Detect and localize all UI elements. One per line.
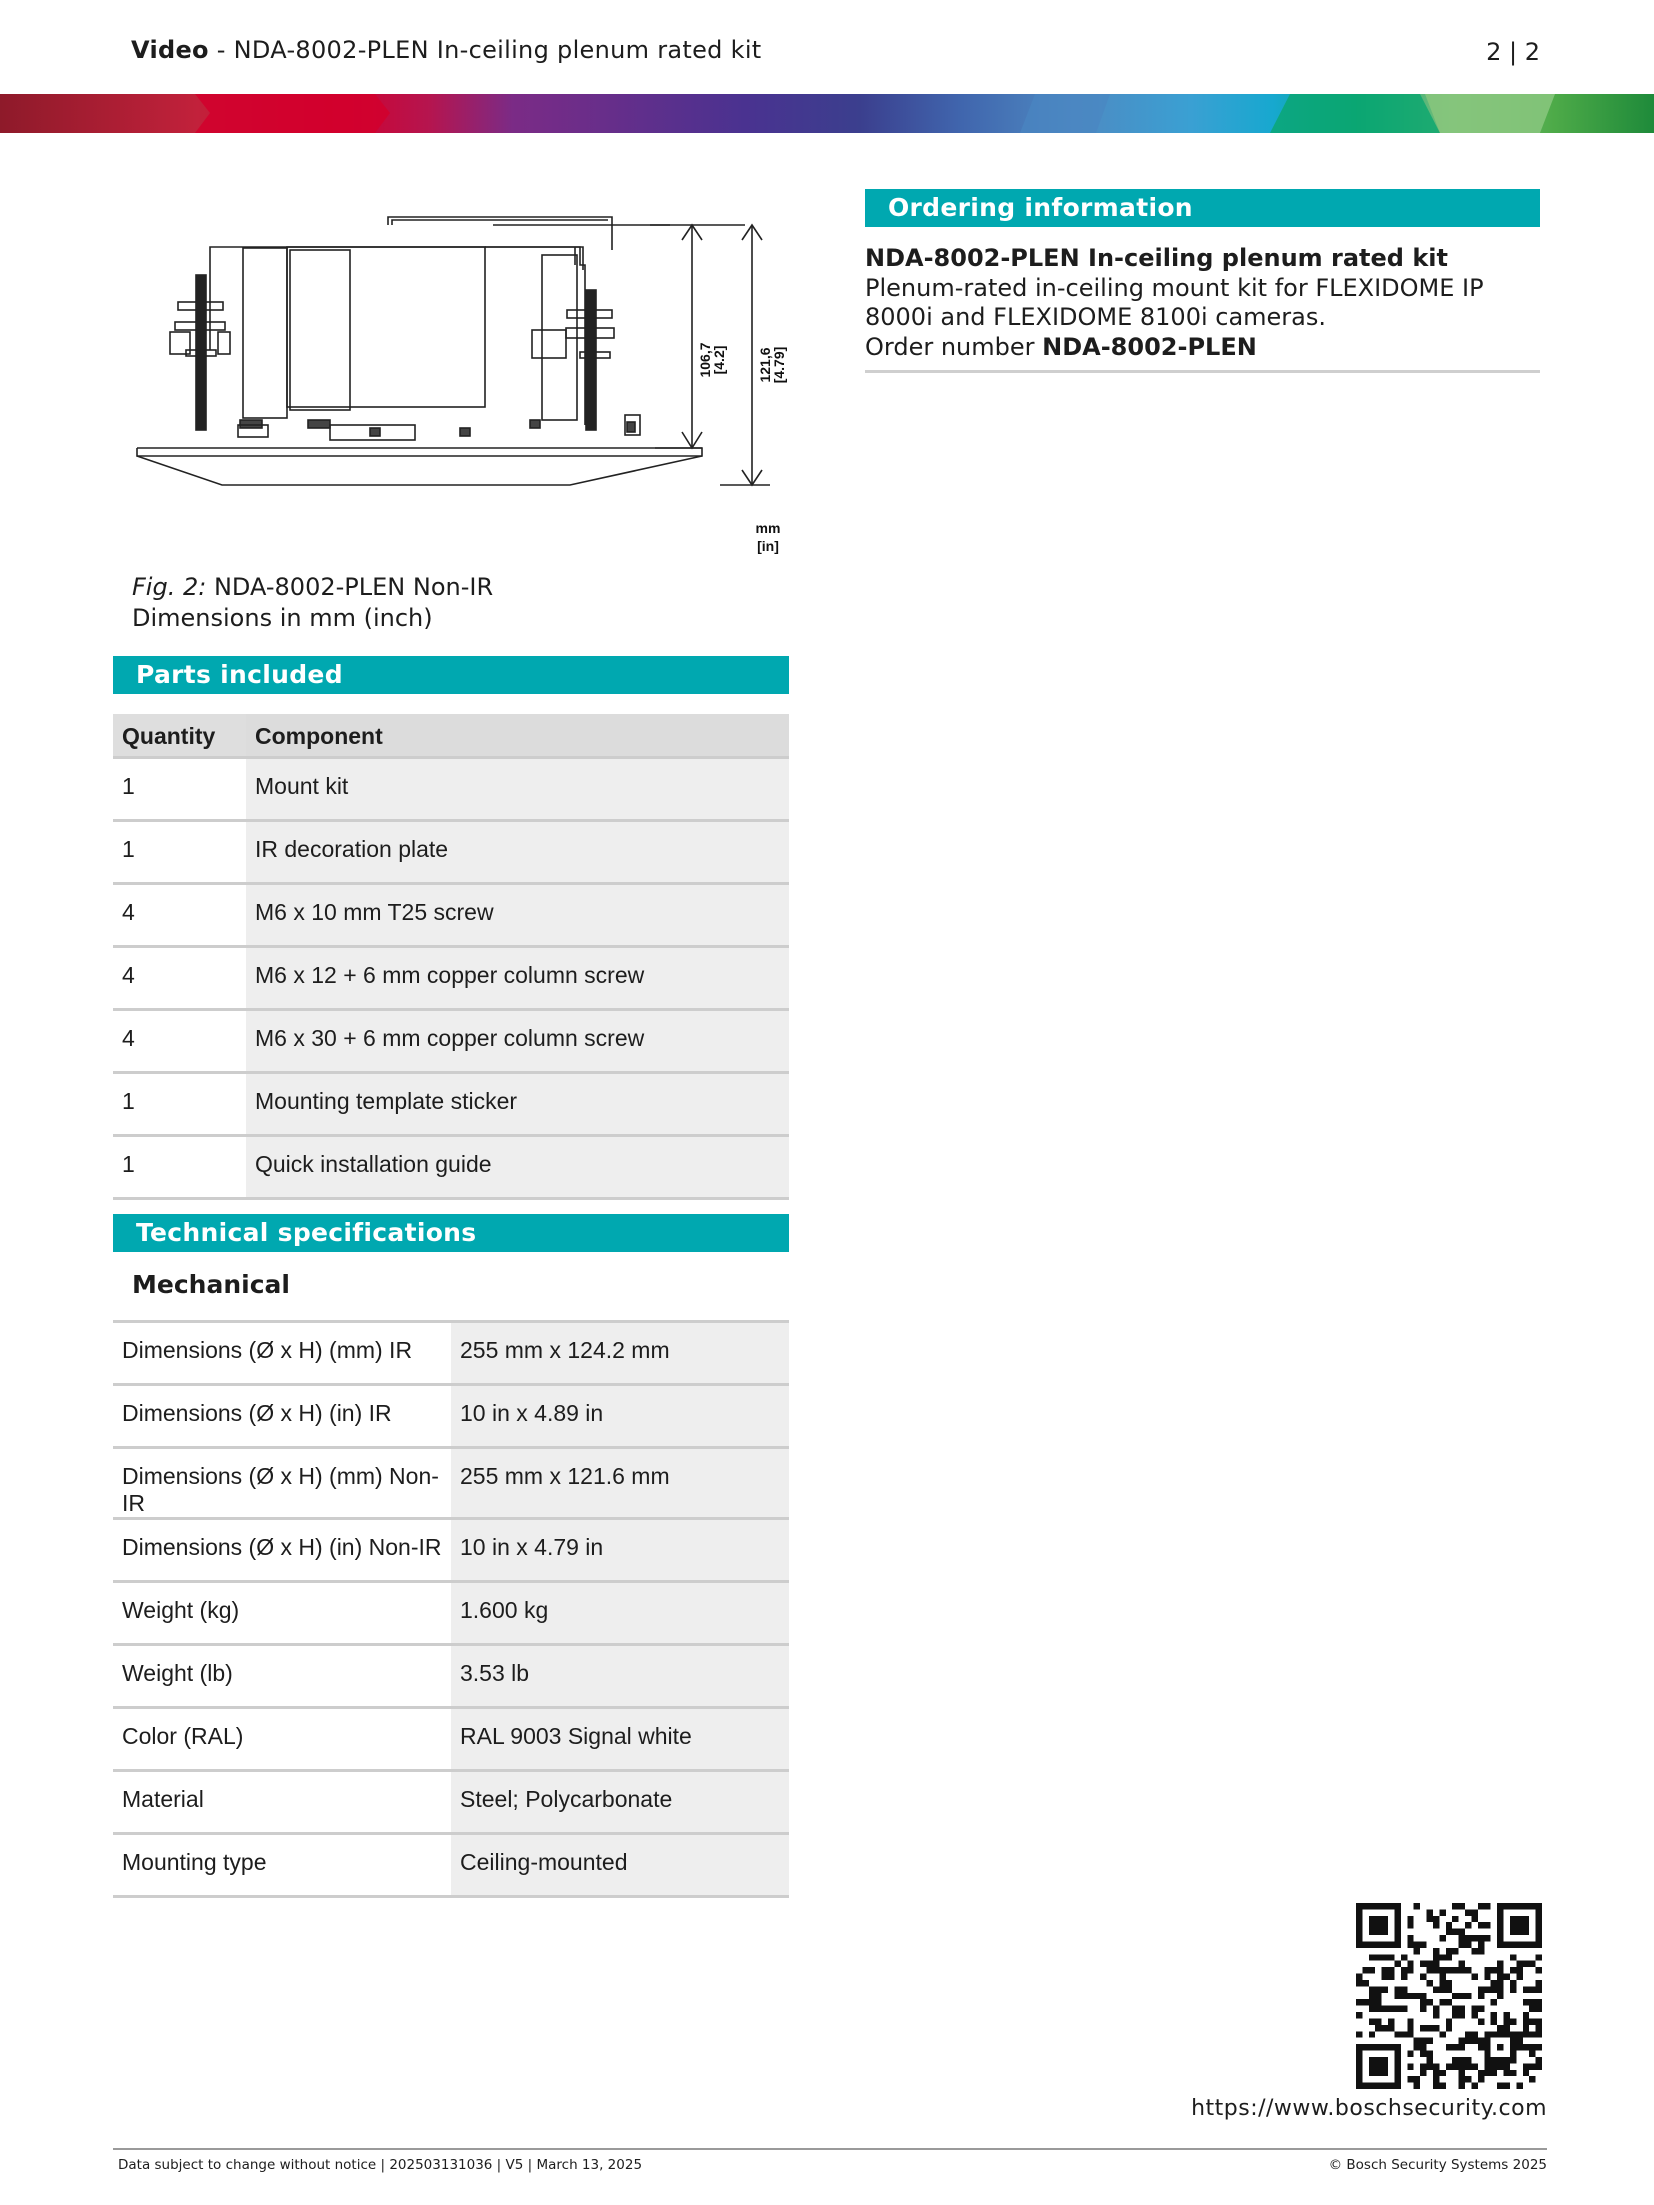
parts-row-cell: IR decoration plate (246, 820, 789, 883)
figure-caption (132, 572, 493, 634)
spec-row-cell: 1.600 kg (451, 1582, 789, 1645)
unit-mm: mm (755, 520, 781, 536)
figure-caption-text: NDA-8002-PLEN Non-IR (213, 573, 494, 601)
product-dimension-drawing (130, 210, 810, 560)
spec-row (113, 1834, 789, 1897)
product-title: NDA-8002-PLEN In-ceiling plenum rated kit (233, 36, 762, 64)
parts-row (113, 757, 789, 820)
dim-outer-mm: 121,6 (757, 347, 773, 383)
page-number: 2 | 2 (1486, 38, 1540, 66)
footer-divider (113, 2148, 1547, 2150)
figure-label: Fig. 2: (132, 573, 207, 601)
title-separator: - (208, 36, 234, 64)
category-label: Video (131, 36, 209, 64)
spec-row-cell: Mounting type (113, 1834, 451, 1897)
dim-inner-mm: 106,7 (697, 342, 713, 378)
ordering-description-line2: 8000i and FLEXIDOME 8100i cameras. (865, 303, 1327, 331)
spec-row (113, 1322, 789, 1385)
spec-row-cell: Dimensions (Ø x H) (mm) IR (113, 1322, 451, 1385)
parts-row-cell: 4 (113, 883, 246, 946)
dim-inner-in: [4.2] (711, 345, 727, 375)
ordering-details (865, 244, 1540, 362)
spec-row (113, 1771, 789, 1834)
figure-caption-line2: Dimensions in mm (inch) (132, 604, 433, 632)
spec-row-cell: 3.53 lb (451, 1645, 789, 1708)
mechanical-specs-table (113, 1320, 789, 1898)
parts-row (113, 946, 789, 1009)
brand-color-band (0, 94, 1654, 133)
parts-row-cell: 1 (113, 757, 246, 820)
ordering-information-header: Ordering information (865, 189, 1540, 227)
spec-row-cell: Dimensions (Ø x H) (in) IR (113, 1385, 451, 1448)
ordering-product-name: NDA-8002-PLEN In-ceiling plenum rated kit (865, 244, 1448, 272)
spec-row (113, 1519, 789, 1582)
parts-row-cell: M6 x 12 + 6 mm copper column screw (246, 946, 789, 1009)
website-url[interactable]: https://www.boschsecurity.com (1191, 2096, 1547, 2121)
unit-in: [in] (757, 538, 779, 554)
spec-row-cell: Material (113, 1771, 451, 1834)
parts-row (113, 1135, 789, 1198)
dim-outer-in: [4.79] (771, 346, 787, 384)
spec-row-cell: 255 mm x 121.6 mm (451, 1448, 789, 1519)
parts-row (113, 1072, 789, 1135)
spec-row-cell: Weight (lb) (113, 1645, 451, 1708)
spec-row-cell: Steel; Polycarbonate (451, 1771, 789, 1834)
spec-row-cell: 255 mm x 124.2 mm (451, 1322, 789, 1385)
qr-code[interactable] (1356, 1903, 1542, 2089)
parts-header-quantity: Quantity (113, 714, 246, 757)
ordering-number-line (865, 333, 1540, 363)
parts-row (113, 820, 789, 883)
spec-row-cell: 10 in x 4.89 in (451, 1385, 789, 1448)
spec-row-cell: Color (RAL) (113, 1708, 451, 1771)
order-number: NDA-8002-PLEN (1042, 332, 1257, 361)
spec-row-cell: 10 in x 4.79 in (451, 1519, 789, 1582)
parts-row-cell: 1 (113, 1135, 246, 1198)
spec-row-cell: Dimensions (Ø x H) (mm) Non-IR (113, 1448, 451, 1519)
spec-row-cell: Weight (kg) (113, 1582, 451, 1645)
mechanical-subtitle: Mechanical (132, 1270, 290, 1299)
parts-row-cell: 1 (113, 1072, 246, 1135)
parts-row-cell: 4 (113, 946, 246, 1009)
parts-row (113, 1009, 789, 1072)
parts-row-cell: Mount kit (246, 757, 789, 820)
footer-copyright: © Bosch Security Systems 2025 (1328, 2157, 1547, 2173)
parts-row-cell: 4 (113, 1009, 246, 1072)
parts-included-header: Parts included (113, 656, 789, 694)
ordering-divider (865, 370, 1540, 373)
spec-row (113, 1385, 789, 1448)
spec-row-cell: Dimensions (Ø x H) (in) Non-IR (113, 1519, 451, 1582)
spec-row-cell: Ceiling-mounted (451, 1834, 789, 1897)
parts-row-cell: M6 x 30 + 6 mm copper column screw (246, 1009, 789, 1072)
spec-row (113, 1708, 789, 1771)
footer-notice: Data subject to change without notice | 202503131036 | V5 | March 13, 2025 (118, 2157, 643, 2173)
order-number-label: Order number (865, 332, 1043, 361)
ordering-description-line1: Plenum-rated in-ceiling mount kit for FLEXIDOME IP (865, 273, 1484, 302)
document-title (131, 36, 762, 64)
parts-row (113, 883, 789, 946)
parts-row-cell: 1 (113, 820, 246, 883)
parts-table (113, 714, 789, 1200)
parts-header-component: Component (246, 714, 789, 757)
spec-row (113, 1645, 789, 1708)
spec-row (113, 1448, 789, 1519)
technical-specifications-header: Technical specifications (113, 1214, 789, 1252)
parts-row-cell: M6 x 10 mm T25 screw (246, 883, 789, 946)
parts-row-cell: Mounting template sticker (246, 1072, 789, 1135)
spec-row (113, 1582, 789, 1645)
parts-row-cell: Quick installation guide (246, 1135, 789, 1198)
spec-row-cell: RAL 9003 Signal white (451, 1708, 789, 1771)
